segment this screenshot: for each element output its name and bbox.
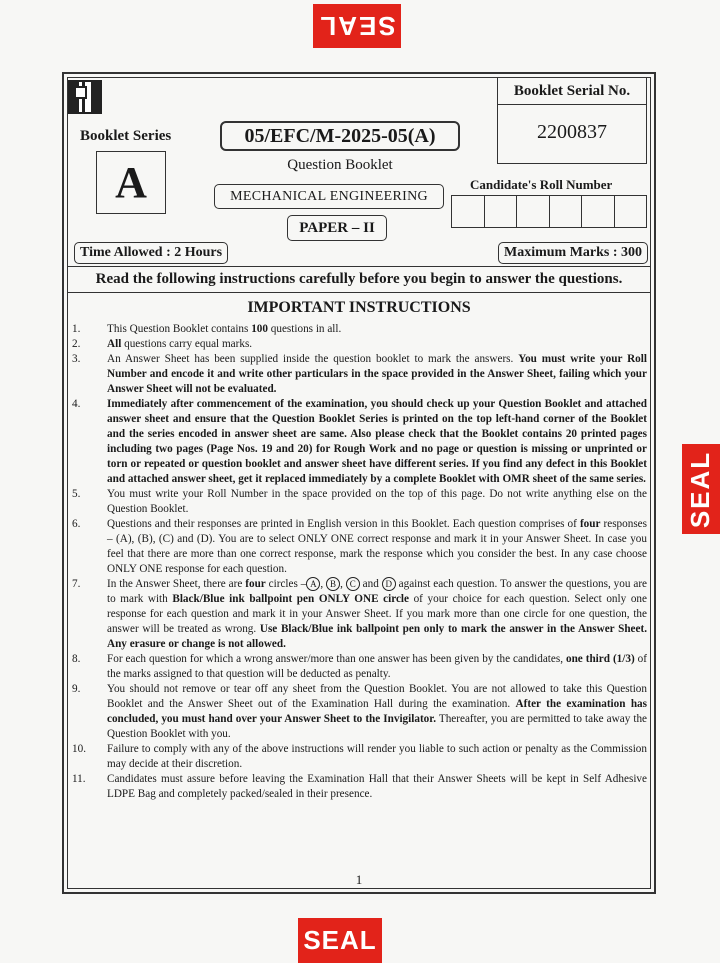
booklet-type: Question Booklet	[287, 157, 393, 173]
seal-sticker-side	[682, 444, 720, 534]
text-run: Thereafter, you are permitted to take away the Question Booklet with you.	[107, 713, 647, 740]
page-number: 1	[355, 872, 363, 887]
roll-cell[interactable]	[517, 196, 550, 227]
item-number: 5.	[72, 488, 81, 500]
list-item	[72, 352, 647, 397]
text-run: responses – (A), (B), (C) and (D). You are to select ONLY ONE correct response and mark it in your Answer Sheet. In case you feel that there are more than one correct response, mark the response which you consider the best. In any case choose ONLY ONE response for each question.	[107, 518, 648, 575]
roll-cell[interactable]	[582, 196, 615, 227]
subject-title: MECHANICAL ENGINEERING	[214, 184, 444, 209]
roll-number-grid[interactable]	[451, 195, 647, 228]
item-text	[107, 517, 647, 577]
maximum-marks: Maximum Marks : 300	[498, 242, 648, 264]
text-run: of the marks assigned to that question will be deducted as penalty.	[107, 653, 647, 680]
text-run: Questions and their responses are printed in English version in this Booklet. Each question comprises of	[107, 518, 580, 530]
roll-cell[interactable]	[452, 196, 485, 227]
text-run: Use Black/Blue ink ballpoint pen only to mark the answer in the Answer Sheet. Any erasure or change is not allowed.	[107, 623, 648, 650]
item-text: Candidates must assure before leaving the Examination Hall that their Answer Sheets will be kept in Self Adhesive LDPE Bag and completely packed/sealed in their presence.	[107, 773, 647, 800]
text-run: and	[359, 578, 382, 590]
booklet-series-label: Booklet Series	[80, 128, 172, 144]
text-run: against each question. To answer the questions, you are to mark with	[107, 578, 648, 605]
text-run: You must write your Roll Number and encode it and write other particulars in the space provided in the Answer Sheet, failing which your Answer Sheet will not be evaluated.	[107, 353, 647, 395]
text-run: Black/Blue ink ballpoint pen ONLY ONE circle	[172, 593, 409, 605]
booklet-serial-value: 2200837	[537, 121, 607, 143]
divider-line	[67, 292, 651, 293]
booklet-serial-label: Booklet Serial No.	[498, 78, 646, 105]
text-run: In the Answer Sheet, there are	[107, 578, 246, 590]
text-run: one third (1/3)	[565, 653, 635, 665]
circle-option-b-icon: B	[326, 577, 340, 591]
item-number: 3.	[72, 353, 81, 365]
list-item	[72, 652, 647, 682]
roll-cell[interactable]	[485, 196, 518, 227]
text-run: of your choice for each question. Select only one response for each question and mark it in your Answer Sheet. If you mark more than one circle for one question, the answer will be treated as wrong.	[107, 593, 647, 635]
list-item	[72, 682, 647, 742]
item-text	[107, 352, 647, 397]
paper-title: PAPER – II	[287, 215, 387, 241]
item-text	[107, 337, 647, 352]
text-run: After the examination has concluded, you must hand over your Answer Sheet to the Invigilator.	[107, 698, 647, 725]
roll-number-label: Candidate's Roll Number	[470, 177, 613, 192]
item-number: 9.	[72, 683, 81, 695]
item-text: You must write your Roll Number in the space provided on the top of this page. Do not write anything else on the Question Booklet.	[107, 488, 647, 515]
list-item	[72, 322, 647, 337]
seal-sticker-bottom: SEAL	[298, 918, 382, 963]
time-allowed: Time Allowed : 2 Hours	[74, 242, 228, 264]
text-run: For each question for which a wrong answer/more than one answer has been given by the candidates,	[107, 653, 566, 665]
qr-code-icon	[68, 80, 102, 114]
text-run: 100	[251, 323, 268, 335]
circle-option-c-icon: C	[346, 577, 360, 591]
item-number: 6.	[72, 518, 81, 530]
item-text: In the Answer Sheet, there are four circles – A , B , C and D against each question. To answer the questions, you are to mark with Black/Blue ink ballpoint pen ONLY ONE circle of your choice for each question. Select only one response for each question and mark it in your Answer Sheet. If you mark more than one circle for one question, the answer will be treated as wrong. Use Black/Blue ink ballpoint pen only to mark the answer in the Answer Sheet. Any erasure or change is not allowed.	[107, 578, 648, 650]
item-text	[107, 652, 647, 682]
item-text: Failure to comply with any of the above instructions will render you liable to such action or penalty as the Commission may decide at their discretion.	[107, 743, 647, 770]
list-item	[72, 337, 647, 352]
read-instructions-line: Read the following instructions carefully before you begin to answer the questions.	[95, 271, 623, 287]
booklet-code: 05/EFC/M-2025-05(A)	[220, 121, 460, 151]
text-run: questions in all.	[267, 323, 342, 335]
item-text	[107, 322, 647, 337]
list-item	[72, 772, 647, 802]
divider-line	[67, 266, 651, 267]
booklet-serial-box	[497, 77, 647, 164]
text-run: Immediately after commencement of the examination, you should check up your Question Booklet and attached answer sheet and ensure that the Question Booklet Series is printed on the top left-hand corner of the Booklet and the series encoded in answer sheet are same. Also please check that the Booklet contains 20 printed pages including two pages (Page Nos. 19 and 20) for Rough Work and no page or question is missing or unprinted or torn or repeated or question booklet and answer sheet have different series. If you find any defect in this Booklet and attached answer sheet, get it replaced immediately by a complete Booklet with OMR sheet of the same series.	[107, 398, 647, 485]
text-run: You should not remove or tear off any sheet from the Question Booklet. You are not allowed to take this Question Booklet and the Answer Sheet out of the Examination Hall during the examination.	[107, 683, 647, 710]
text-run: four	[579, 518, 601, 530]
circle-option-d-icon: D	[382, 577, 396, 591]
item-number: 1.	[72, 323, 81, 335]
item-number: 11.	[72, 773, 86, 785]
item-number: 4.	[72, 398, 81, 410]
text-run: circles –	[265, 578, 307, 590]
booklet-series-value: A	[96, 151, 166, 214]
list-item	[72, 742, 647, 772]
item-number: 10.	[72, 743, 86, 755]
seal-side-label: SEAL	[685, 450, 716, 528]
text-run: four	[245, 578, 266, 590]
text-run: This Question Booklet contains	[107, 323, 252, 335]
list-item	[72, 517, 647, 577]
text-run: An Answer Sheet has been supplied inside the question booklet to mark the answers.	[107, 353, 519, 365]
list-item	[72, 487, 647, 517]
item-number: 8.	[72, 653, 81, 665]
text-run: All	[107, 338, 122, 350]
item-number: 7.	[72, 578, 81, 590]
item-text	[107, 682, 647, 742]
roll-cell[interactable]	[615, 196, 647, 227]
circle-option-a-icon: A	[306, 577, 320, 591]
list-item	[72, 397, 647, 487]
list-item	[72, 577, 647, 652]
seal-sticker-top: SEAL	[313, 4, 401, 48]
item-number: 2.	[72, 338, 81, 350]
text-run: questions carry equal marks.	[121, 338, 253, 350]
instructions-list	[72, 322, 647, 802]
roll-cell[interactable]	[550, 196, 583, 227]
item-text	[107, 397, 647, 487]
instructions-title: IMPORTANT INSTRUCTIONS	[247, 299, 471, 316]
